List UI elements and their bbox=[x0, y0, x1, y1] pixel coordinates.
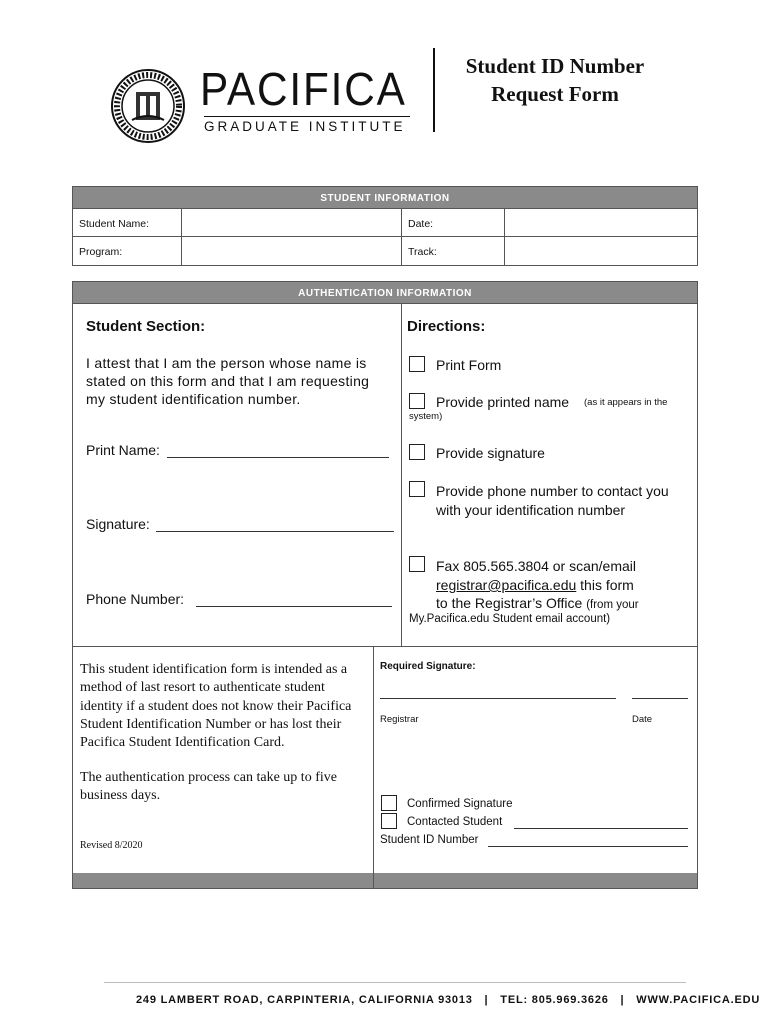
footer-separator: | bbox=[484, 994, 489, 1006]
print-form-checkbox[interactable] bbox=[409, 356, 425, 372]
registrar-label: Registrar bbox=[380, 714, 419, 725]
fax-email-checkbox[interactable] bbox=[409, 556, 425, 572]
registrar-date-line[interactable] bbox=[632, 698, 688, 699]
date-field[interactable] bbox=[506, 210, 694, 235]
pacifica-seal-logo bbox=[110, 68, 186, 144]
auth-info-bar: AUTHENTICATION INFORMATION bbox=[73, 282, 697, 303]
footer-separator: | bbox=[620, 994, 625, 1006]
contacted-student-checkbox[interactable] bbox=[381, 813, 397, 829]
confirmed-signature-checkbox[interactable] bbox=[381, 795, 397, 811]
program-label: Program: bbox=[79, 246, 123, 258]
print-name-label: Print Name: bbox=[86, 442, 160, 458]
phone-number-field[interactable] bbox=[196, 591, 392, 607]
direction-printed-name-main: Provide printed name bbox=[436, 394, 570, 410]
contacted-student-label: Contacted Student bbox=[407, 816, 503, 828]
student-name-field[interactable] bbox=[183, 210, 399, 235]
confirmed-signature-label: Confirmed Signature bbox=[407, 798, 513, 810]
student-id-number-label: Student ID Number bbox=[380, 834, 479, 846]
footer-website[interactable]: WWW.PACIFICA.EDU bbox=[636, 994, 761, 1006]
student-name-label: Student Name: bbox=[79, 218, 150, 230]
direction-fax-this-form: this form bbox=[580, 577, 634, 593]
date-label: Date: bbox=[408, 218, 434, 230]
phone-number-label: Phone Number: bbox=[86, 591, 185, 607]
direction-signature: Provide signature bbox=[436, 445, 545, 461]
footer-address: 249 LAMBERT ROAD, CARPINTERIA, CALIFORNIA 93013 bbox=[136, 994, 473, 1006]
signature-label: Signature: bbox=[86, 516, 150, 532]
student-info-table bbox=[72, 186, 698, 266]
student-id-number-field[interactable] bbox=[488, 833, 688, 847]
student-section-heading: Student Section: bbox=[86, 318, 206, 335]
direction-fax-registrar: to the Registrar’s Office bbox=[436, 595, 583, 611]
revised-date: Revised 8/2020 bbox=[80, 840, 143, 851]
registrar-signature-line[interactable] bbox=[380, 698, 616, 699]
notes-paragraph-1: This student identification form is intended as a method of last resort to authenticate student identity if a student does not know their Pacifica Student Identification Number or has lost their Pacifica Student Identification Card. bbox=[80, 662, 352, 751]
direction-fax-line1: Fax 805.565.3804 or scan/email bbox=[436, 558, 637, 574]
direction-printed-name-note: (as it appears in the system) bbox=[409, 397, 668, 422]
footer-telephone: TEL: 805.969.3626 bbox=[500, 994, 609, 1006]
header-divider bbox=[433, 48, 435, 132]
direction-phone: Provide phone number to contact you with your identification number bbox=[436, 483, 669, 518]
logo-wordmark: PACIFICA bbox=[200, 63, 407, 115]
track-label: Track: bbox=[408, 246, 437, 258]
direction-fax-line4: My.Pacifica.edu Student email account) bbox=[409, 613, 611, 625]
required-signature-label: Required Signature: bbox=[380, 661, 476, 672]
direction-print-form: Print Form bbox=[436, 357, 502, 373]
logo-subtitle: GRADUATE INSTITUTE bbox=[204, 116, 410, 134]
attest-text: I attest that I am the person whose name is stated on this form and that I am requesting my student identification number. bbox=[86, 355, 370, 407]
signature-field[interactable] bbox=[156, 516, 394, 532]
notes-paragraph-2: The authentication process can take up to five business days. bbox=[80, 770, 337, 804]
form-title bbox=[440, 52, 670, 108]
registrar-date-label: Date bbox=[632, 714, 653, 725]
form-title-line1: Student ID Number bbox=[465, 54, 645, 78]
footer-divider bbox=[104, 982, 686, 983]
direction-fax-line3 bbox=[436, 594, 639, 615]
direction-fax-note: (from your bbox=[586, 599, 639, 611]
student-info-bar: STUDENT INFORMATION bbox=[73, 187, 697, 208]
contacted-student-field[interactable] bbox=[514, 815, 688, 829]
signature-checkbox[interactable] bbox=[409, 444, 425, 460]
footer bbox=[136, 994, 760, 1006]
form-title-line2: Request Form bbox=[491, 82, 619, 106]
phone-checkbox[interactable] bbox=[409, 481, 425, 497]
print-name-field[interactable] bbox=[167, 442, 389, 458]
program-field[interactable] bbox=[183, 238, 399, 263]
direction-fax-line2 bbox=[436, 576, 634, 595]
registrar-email-link[interactable]: registrar@pacifica.edu bbox=[436, 577, 577, 593]
directions-heading: Directions: bbox=[407, 318, 486, 335]
track-field[interactable] bbox=[506, 238, 694, 263]
